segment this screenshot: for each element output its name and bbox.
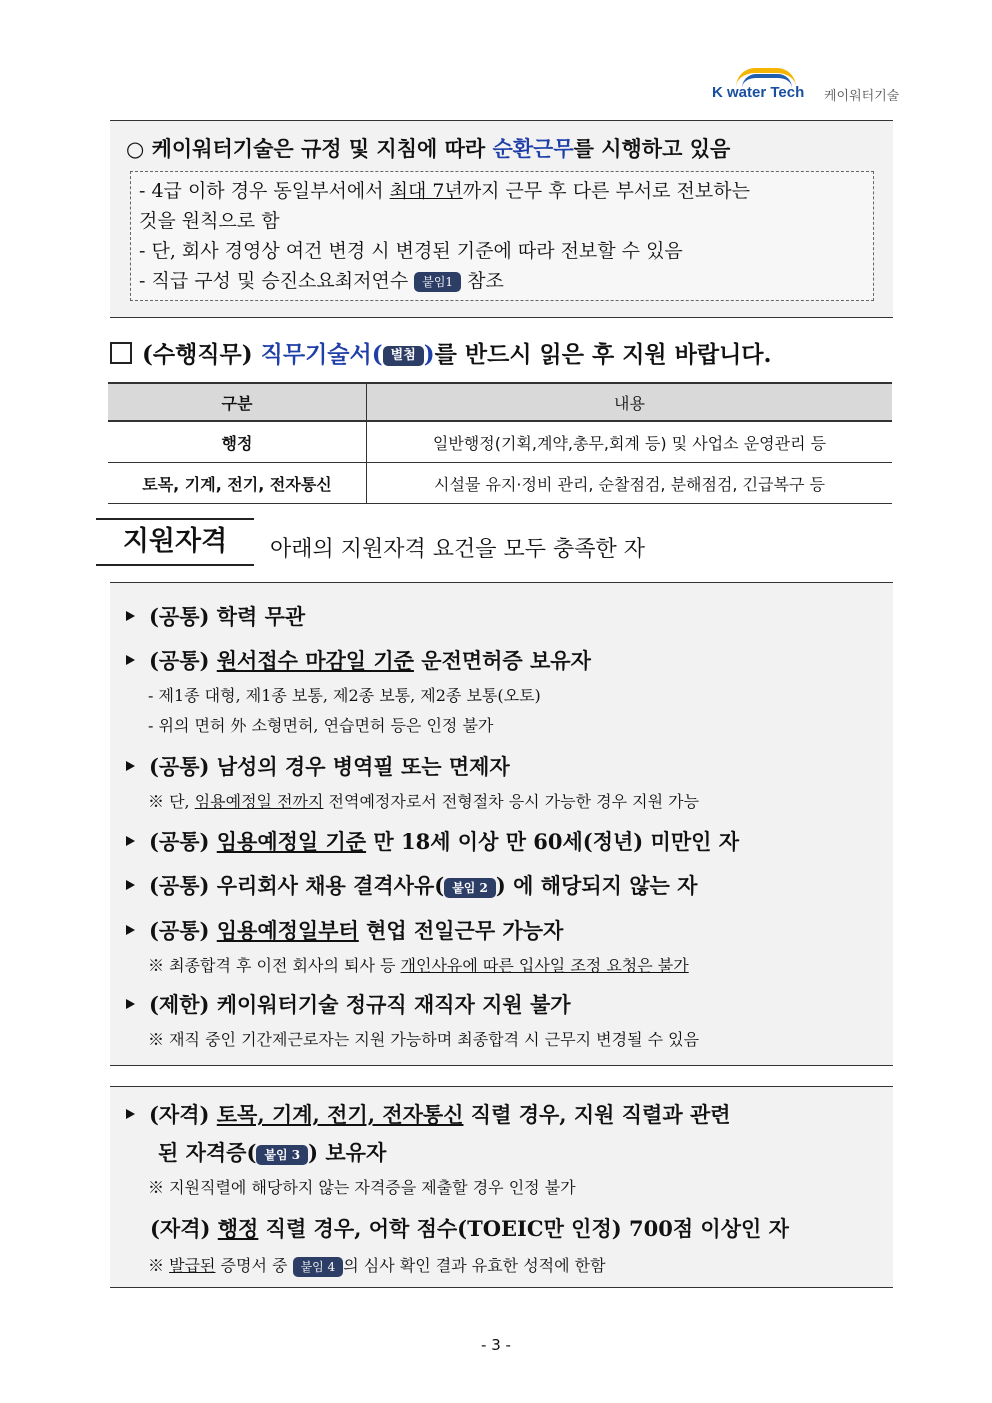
qualification-sub: - 제1종 대형, 제1종 보통, 제2종 보통, 제2종 보통(오토) (148, 686, 541, 705)
certification-item: (자격) 토목, 기계, 전기, 전자통신 직렬 경우, 지원 직렬과 관련 (126, 1099, 731, 1129)
rotation-notice-box (110, 120, 893, 318)
qualification-item: (제한) 케이워터기술 정규직 재직자 지원 불가 (126, 989, 571, 1019)
certification-item-cont: 된 자격증( 붙임 3 ) 보유자 (158, 1140, 387, 1165)
bullet-icon (126, 761, 135, 771)
table-cell-content: 시설물 유지·정비 관리, 순찰점검, 분해점검, 긴급복구 등 (367, 463, 893, 504)
attachment-badge-3: 붙임 3 (256, 1145, 308, 1165)
table-header-content: 내용 (367, 383, 893, 421)
rotation-line-4: - 직급 구성 및 승진소요최저연수 붙임1 참조 (139, 270, 504, 292)
qualification-sub: ※ 재직 중인 기간제근로자는 지원 가능하며 최종합격 시 근무지 변경될 수 있음 (148, 1030, 700, 1049)
company-logo (712, 78, 902, 104)
certification-sub: ※ 발급된 증명서 중 붙임 4 의 심사 확인 결과 유효한 성적에 한함 (148, 1256, 606, 1275)
attachment-badge-1: 붙임1 (414, 272, 461, 292)
qualification-item: (공통) 원서접수 마감일 기준 운전면허증 보유자 (126, 645, 591, 675)
certification-sub: ※ 지원직렬에 해당하지 않는 자격증을 제출할 경우 인정 불가 (148, 1178, 576, 1197)
bullet-icon (126, 836, 135, 846)
logo-text: K water Tech (712, 84, 805, 101)
qualification-item: (공통) 임용예정일부터 현업 전일근무 가능자 (126, 915, 563, 945)
qualifications-title: 지원자격 (96, 518, 254, 566)
certification-item: (자격) 행정 직렬 경우, 어학 점수(TOEIC만 인정) 700점 이상인 자 (150, 1216, 789, 1241)
rotation-line-3: - 단, 회사 경영상 여건 변경 시 변경된 기준에 따라 전보할 수 있음 (139, 240, 683, 262)
qualification-sub: ※ 단, 임용예정일 전까지 전역예정자로서 전형절차 응시 가능한 경우 지원 가능 (148, 792, 700, 811)
qualification-item: (공통) 우리회사 채용 결격사유( 붙임 2 ) 에 해당되지 않는 자 (126, 870, 697, 900)
page-number: - 3 - (481, 1336, 511, 1354)
bullet-icon (126, 925, 135, 935)
qualification-sub: - 위의 면허 外 소형면허, 연습면허 등은 인정 불가 (148, 716, 494, 735)
checkbox-icon (110, 342, 132, 364)
rotation-heading: ○ 케이워터기술은 규정 및 지침에 따라 순환근무를 시행하고 있음 (126, 136, 731, 161)
qualification-item: (공통) 학력 무관 (126, 601, 305, 631)
duties-table (108, 382, 892, 504)
attachment-badge-4: 붙임 4 (293, 1257, 344, 1277)
qualification-item: (공통) 남성의 경우 병역필 또는 면제자 (126, 751, 510, 781)
logo-kor-text: 케이워터기술 (824, 89, 900, 104)
table-cell-category: 행정 (108, 421, 367, 463)
attachment-badge-2: 붙임 2 (444, 878, 496, 898)
table-row (108, 463, 892, 504)
rotation-details (130, 171, 874, 301)
rotation-line-1: - 4급 이하 경우 동일부서에서 최대 7년까지 근무 후 다른 부서로 전보하는 (139, 180, 750, 202)
common-qualifications-box (110, 582, 893, 1066)
table-header-row (108, 383, 892, 421)
bullet-icon (126, 880, 135, 890)
bullet-icon (126, 611, 135, 621)
table-cell-category: 토목, 기계, 전기, 전자통신 (108, 463, 367, 504)
rotation-line-2: 것을 원칙으로 함 (139, 210, 280, 232)
table-cell-content: 일반행정(기획,계약,총무,회계 등) 및 사업소 운영관리 등 (367, 421, 893, 463)
table-header-category: 구분 (108, 383, 367, 421)
qualifications-subtitle: 아래의 지원자격 요건을 모두 충족한 자 (270, 537, 645, 562)
table-row (108, 421, 892, 463)
bullet-icon (126, 1109, 135, 1119)
qualification-item: (공통) 임용예정일 기준 만 18세 이상 만 60세(정년) 미만인 자 (126, 826, 739, 856)
appendix-badge: 별첨 (383, 346, 424, 366)
certification-box (110, 1086, 893, 1288)
bullet-icon (126, 655, 135, 665)
qualification-sub: ※ 최종합격 후 이전 회사의 퇴사 등 개인사유에 따른 입사일 조정 요청은 불가 (148, 956, 689, 975)
duties-heading: (수행직무) 직무기술서( 별첨 )를 반드시 읽은 후 지원 바랍니다. (110, 336, 772, 369)
bullet-icon (126, 999, 135, 1009)
